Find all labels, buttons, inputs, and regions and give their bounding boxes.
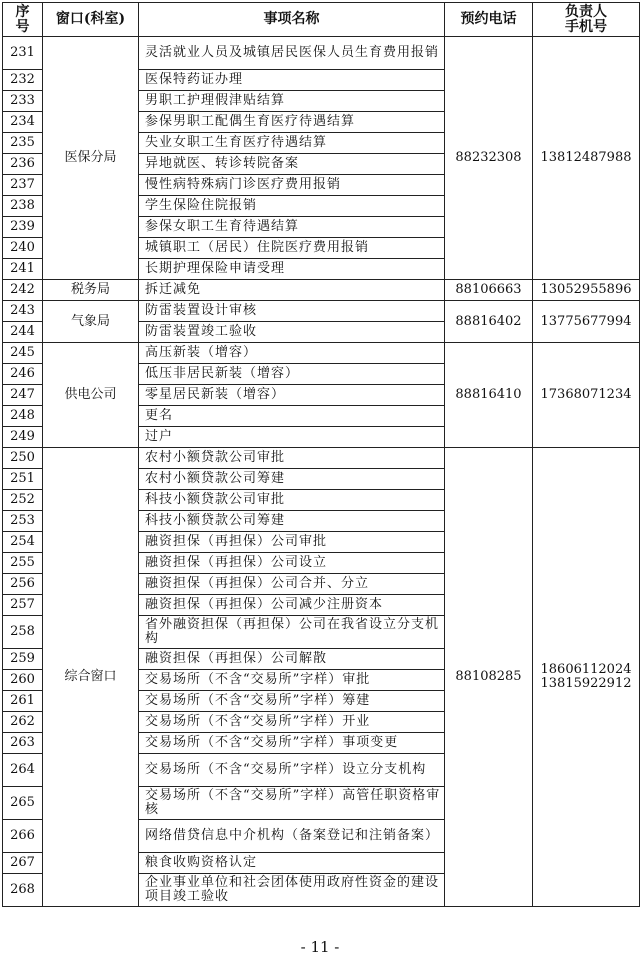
phone-cell: 88106663 [445, 280, 533, 301]
item-name: 交易场所（不含“交易所”字样）开业 [139, 712, 445, 733]
item-name: 学生保险住院报销 [139, 196, 445, 217]
item-name: 低压非居民新装（增容） [139, 364, 445, 385]
item-name: 长期护理保险申请受理 [139, 259, 445, 280]
row-number: 251 [3, 469, 43, 490]
row-number: 242 [3, 280, 43, 301]
row-number: 267 [3, 853, 43, 874]
row-number: 254 [3, 532, 43, 553]
row-number: 234 [3, 112, 43, 133]
window-cell: 综合窗口 [43, 448, 139, 907]
table-row [3, 280, 640, 301]
item-name: 更名 [139, 406, 445, 427]
item-name: 失业女职工生育医疗待遇结算 [139, 133, 445, 154]
row-number: 233 [3, 91, 43, 112]
row-number: 258 [3, 616, 43, 649]
item-name: 防雷装置竣工验收 [139, 322, 445, 343]
item-name: 高压新装（增容） [139, 343, 445, 364]
mobile-cell: 17368071234 [533, 343, 640, 448]
table-row [3, 301, 640, 322]
item-name: 农村小额贷款公司审批 [139, 448, 445, 469]
mobile-cell: 18606112024 13815922912 [533, 448, 640, 907]
item-name: 男职工护理假津贴结算 [139, 91, 445, 112]
page-number: - 11 - [300, 938, 340, 956]
window-cell: 税务局 [43, 280, 139, 301]
row-number: 264 [3, 754, 43, 787]
row-number: 259 [3, 649, 43, 670]
phone-cell: 88816410 [445, 343, 533, 448]
header-row [3, 3, 640, 37]
item-name: 参保男职工配偶生育医疗待遇结算 [139, 112, 445, 133]
item-name: 粮食收购资格认定 [139, 853, 445, 874]
row-number: 239 [3, 217, 43, 238]
item-name: 过户 [139, 427, 445, 448]
row-number: 261 [3, 691, 43, 712]
row-number: 238 [3, 196, 43, 217]
row-number: 266 [3, 820, 43, 853]
row-number: 265 [3, 787, 43, 820]
item-name: 灵活就业人员及城镇居民医保人员生育费用报销 [139, 37, 445, 70]
item-name: 交易场所（不含“交易所”字样）筹建 [139, 691, 445, 712]
item-name: 防雷装置设计审核 [139, 301, 445, 322]
mobile-cell: 13775677994 [533, 301, 640, 343]
header-item: 事项名称 [139, 3, 445, 37]
item-name: 交易场所（不含“交易所”字样）高管任职资格审核 [139, 787, 445, 820]
item-name: 医保特药证办理 [139, 70, 445, 91]
item-name: 城镇职工（居民）住院医疗费用报销 [139, 238, 445, 259]
item-name: 零星居民新装（增容） [139, 385, 445, 406]
table-row [3, 448, 640, 469]
mobile-cell: 13812487988 [533, 37, 640, 280]
item-name: 异地就医、转诊转院备案 [139, 154, 445, 175]
item-name: 融资担保（再担保）公司减少注册资本 [139, 595, 445, 616]
item-name: 科技小额贷款公司审批 [139, 490, 445, 511]
phone-cell: 88232308 [445, 37, 533, 280]
row-number: 250 [3, 448, 43, 469]
item-name: 交易场所（不含“交易所”字样）事项变更 [139, 733, 445, 754]
row-number: 231 [3, 37, 43, 70]
row-number: 240 [3, 238, 43, 259]
mobile-cell: 13052955896 [533, 280, 640, 301]
row-number: 262 [3, 712, 43, 733]
item-name: 融资担保（再担保）公司合并、分立 [139, 574, 445, 595]
row-number: 255 [3, 553, 43, 574]
row-number: 237 [3, 175, 43, 196]
item-name: 网络借贷信息中介机构（备案登记和注销备案） [139, 820, 445, 853]
row-number: 247 [3, 385, 43, 406]
item-name: 省外融资担保（再担保）公司在我省设立分支机构 [139, 616, 445, 649]
row-number: 243 [3, 301, 43, 322]
row-number: 245 [3, 343, 43, 364]
phone-cell: 88816402 [445, 301, 533, 343]
item-name: 交易场所（不含“交易所”字样）审批 [139, 670, 445, 691]
item-name: 农村小额贷款公司筹建 [139, 469, 445, 490]
row-number: 235 [3, 133, 43, 154]
service-table [2, 2, 640, 907]
item-name: 企业事业单位和社会团体使用政府性资金的建设项目竣工验收 [139, 874, 445, 907]
row-number: 252 [3, 490, 43, 511]
row-number: 232 [3, 70, 43, 91]
header-seq: 序 号 [3, 3, 43, 37]
item-name: 融资担保（再担保）公司设立 [139, 553, 445, 574]
row-number: 256 [3, 574, 43, 595]
window-cell: 医保分局 [43, 37, 139, 280]
item-name: 拆迁减免 [139, 280, 445, 301]
row-number: 268 [3, 874, 43, 907]
item-name: 融资担保（再担保）公司解散 [139, 649, 445, 670]
item-name: 科技小额贷款公司筹建 [139, 511, 445, 532]
row-number: 248 [3, 406, 43, 427]
header-person: 负责人 手机号 [533, 3, 640, 37]
row-number: 244 [3, 322, 43, 343]
row-number: 253 [3, 511, 43, 532]
header-window: 窗口(科室) [43, 3, 139, 37]
table-row [3, 37, 640, 70]
row-number: 241 [3, 259, 43, 280]
row-number: 260 [3, 670, 43, 691]
item-name: 交易场所（不含“交易所”字样）设立分支机构 [139, 754, 445, 787]
row-number: 246 [3, 364, 43, 385]
row-number: 257 [3, 595, 43, 616]
row-number: 263 [3, 733, 43, 754]
row-number: 249 [3, 427, 43, 448]
phone-cell: 88108285 [445, 448, 533, 907]
table-row [3, 343, 640, 364]
window-cell: 气象局 [43, 301, 139, 343]
header-phone: 预约电话 [445, 3, 533, 37]
window-cell: 供电公司 [43, 343, 139, 448]
item-name: 融资担保（再担保）公司审批 [139, 532, 445, 553]
item-name: 参保女职工生育待遇结算 [139, 217, 445, 238]
item-name: 慢性病特殊病门诊医疗费用报销 [139, 175, 445, 196]
row-number: 236 [3, 154, 43, 175]
